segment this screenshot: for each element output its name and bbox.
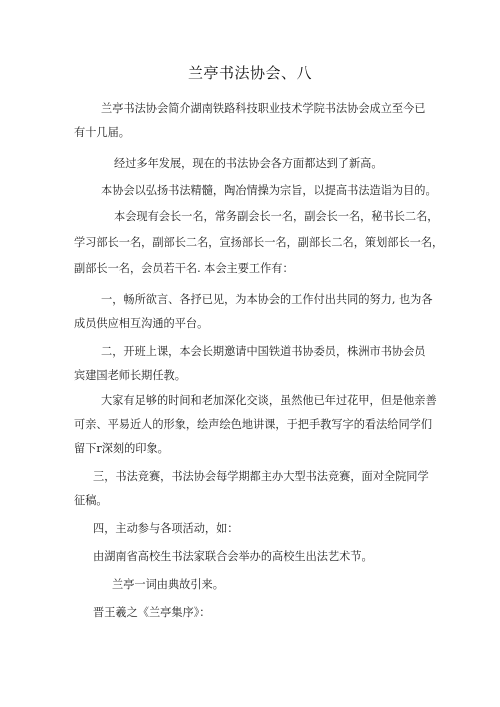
paragraph-line-11: 宾建国老师长期任教。 [74, 369, 186, 382]
paragraph-line-17: 四，主动参与各项活动，如： [93, 522, 239, 535]
paragraph-line-2: 有十几届。 [74, 126, 130, 139]
paragraph-line-8: 一，畅所欲言、各抒已见，为本协会的工作付出共同的努力, 也为各 [101, 293, 433, 306]
paragraph-line-10: 二，开班上课，本会长期邀请中国铁道书协委员，株洲市书协会员 [101, 345, 426, 358]
paragraph-line-18: 由湖南省高校生书法家联合会举办的高校生出法艺术节。 [93, 550, 373, 563]
paragraph-line-20: 晋王羲之《兰亭集序》： [93, 606, 211, 619]
paragraph-line-3: 经过多年发展，现在的书法协会各方面都达到了新高。 [114, 157, 383, 170]
paragraph-line-13: 可亲、平易近人的形象，绘声绘色地讲课，于把手教写字的看法给同学们 [74, 418, 433, 431]
paragraph-line-12: 大家有足够的时间和老加深化交谈，虽然他已年过花甲，但是他亲善 [101, 394, 437, 407]
paragraph-line-19: 兰亭一词由典故引来。 [112, 578, 224, 591]
paragraph-line-14: 留下r深刻的印象。 [74, 442, 169, 455]
paragraph-line-5: 本会现有会长一名，常务副会长一名，副会长一名，秘书长二名， [114, 210, 439, 223]
paragraph-line-9: 成员供应相互沟通的平台。 [74, 317, 209, 330]
paragraph-line-7: 副部长一名，会员若干名. 本会主要工作有： [74, 262, 294, 275]
paragraph-line-4: 本协会以弘扬书法精髓，陶冶情操为宗旨，以提高书法造诣为目的。 [101, 184, 437, 197]
paragraph-line-6: 学习部长一名，副部长二名，宣扬部长一名，副部长二名，策划部长一名， [74, 236, 444, 249]
paragraph-line-15: 三，书法竞赛，书法协会每学期都主办大型书法竞赛，面对全院同学 [93, 470, 429, 483]
document-title: 兰亭书法协会、八 [187, 64, 312, 82]
paragraph-line-1: 兰亭书法协会简介湖南铁路科技职业技术学院书法协会成立至今已 [101, 102, 426, 115]
paragraph-line-16: 征稿。 [74, 494, 108, 507]
